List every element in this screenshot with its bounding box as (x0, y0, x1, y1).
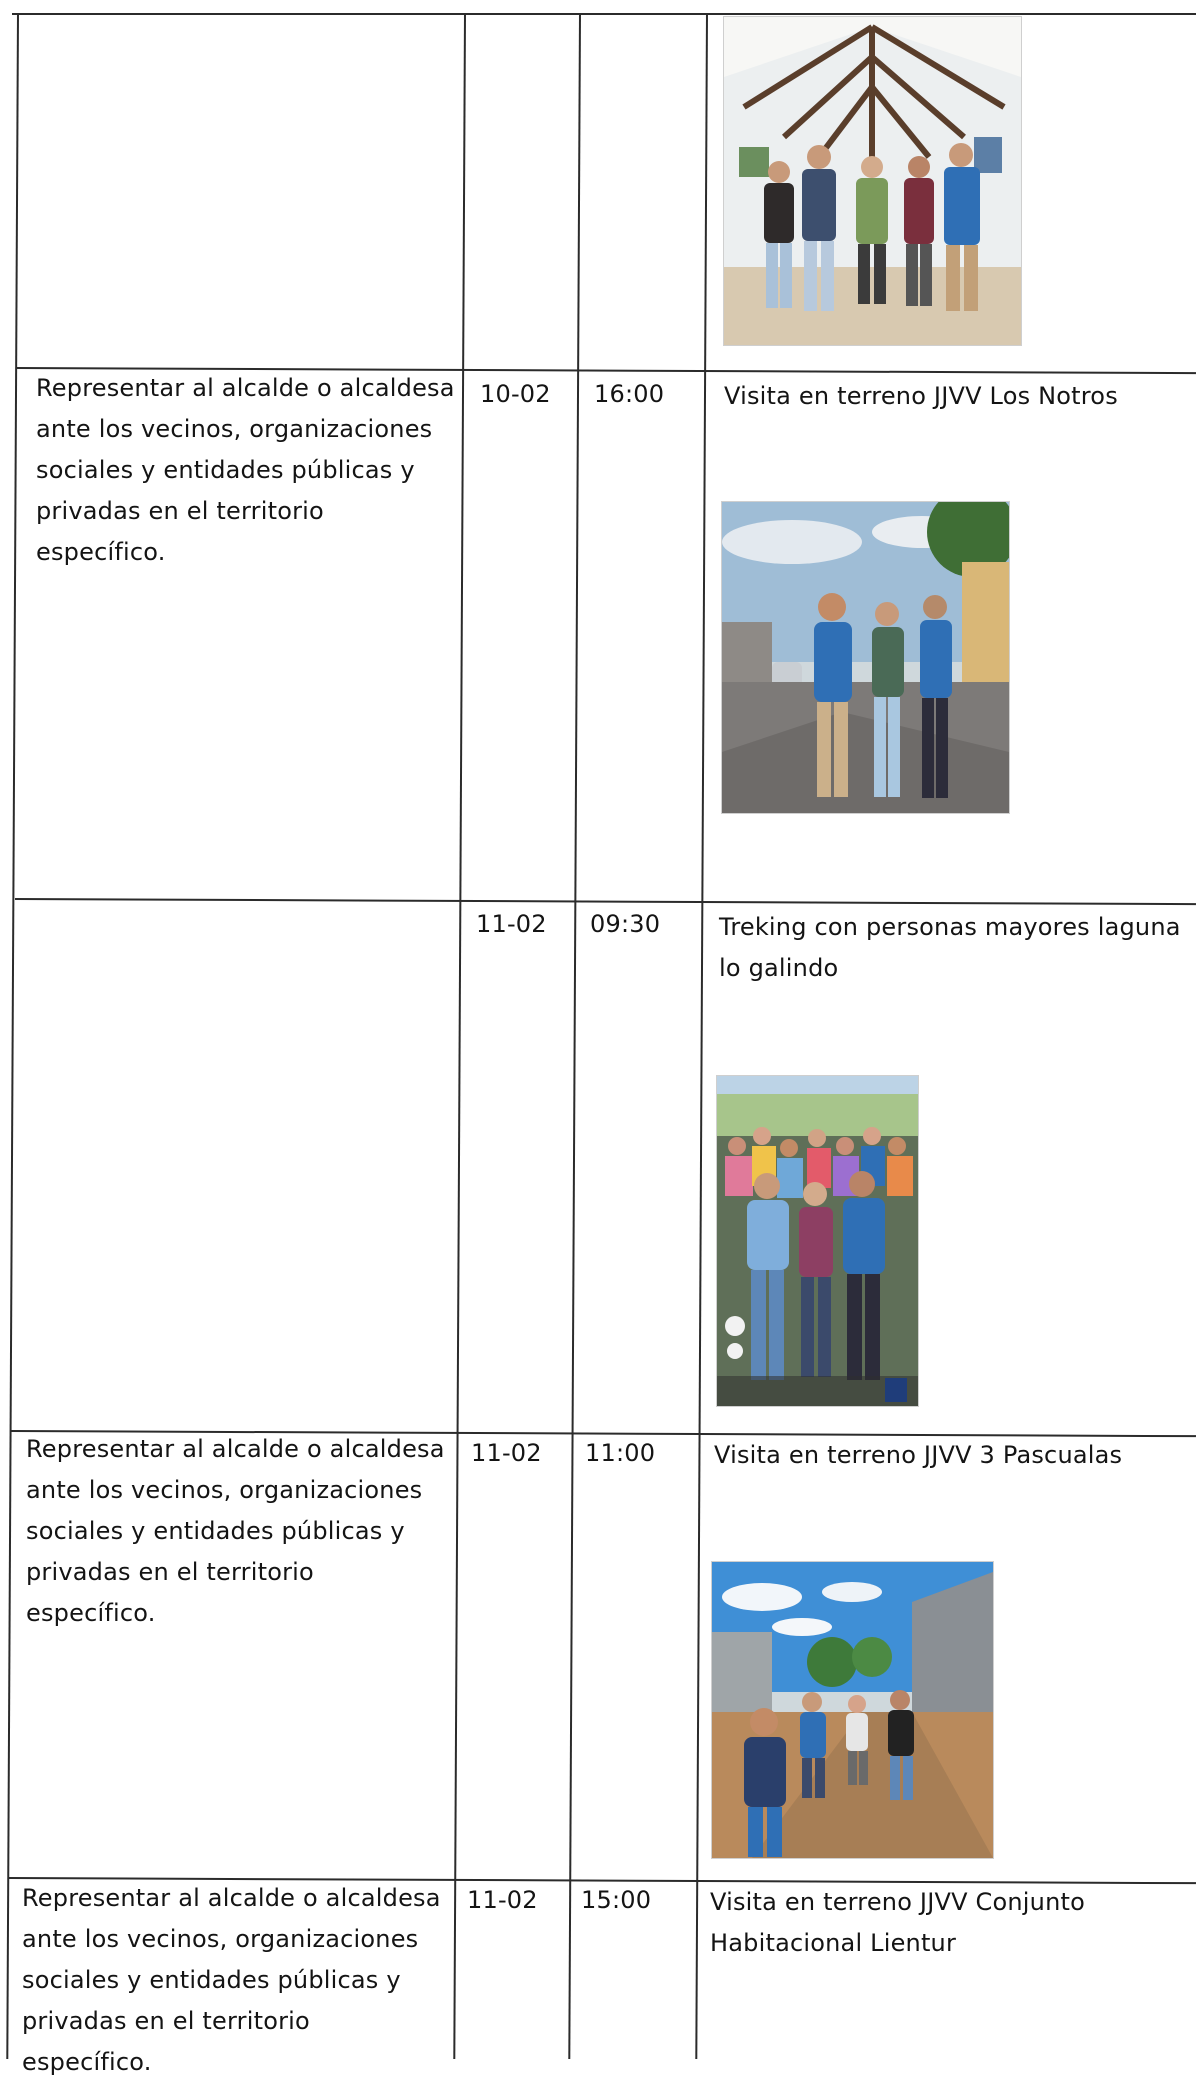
activity-description: Treking con personas mayores laguna lo galindo (719, 913, 1181, 982)
col-divider-2 (568, 13, 581, 2059)
activity-description: Visita en terreno JJVV 3 Pascualas (714, 1441, 1123, 1469)
function-description: Representar al alcalde o alcaldesa ante los vecinos, organizaciones sociales y entidades públicas y privadas en el territorio específico. (26, 1435, 445, 1627)
street-visit-photo (722, 502, 1009, 813)
activity-photo (711, 1561, 994, 1859)
date-cell: 11-02 (467, 1886, 538, 1914)
function-description: Representar al alcalde o alcaldesa ante los vecinos, organizaciones sociales y entidades públicas y privadas en el territorio específico. (36, 374, 455, 566)
group-indoor-photo (724, 17, 1021, 345)
activity-photo (716, 1075, 919, 1407)
table-border-top (12, 13, 1196, 15)
activity-photo (723, 16, 1022, 346)
time-cell: 11:00 (585, 1439, 656, 1467)
col-divider-left (6, 13, 19, 2059)
date-cell: 10-02 (480, 380, 551, 408)
time-cell: 09:30 (590, 910, 661, 938)
time-cell: 15:00 (581, 1886, 652, 1914)
date-cell: 11-02 (476, 910, 547, 938)
activity-description: Visita en terreno JJVV Conjunto Habitacional Lientur (710, 1888, 1085, 1957)
date-cell: 11-02 (471, 1439, 542, 1467)
dirt-road-visit-photo (712, 1562, 993, 1858)
activity-description: Visita en terreno JJVV Los Notros (724, 382, 1118, 410)
col-divider-3 (695, 13, 708, 2059)
trekking-group-photo (717, 1076, 918, 1406)
function-description: Representar al alcalde o alcaldesa ante los vecinos, organizaciones sociales y entidades públicas y privadas en el territorio específico. (22, 1884, 441, 2076)
col-divider-1 (453, 13, 466, 2059)
activity-photo (721, 501, 1010, 814)
time-cell: 16:00 (594, 380, 665, 408)
